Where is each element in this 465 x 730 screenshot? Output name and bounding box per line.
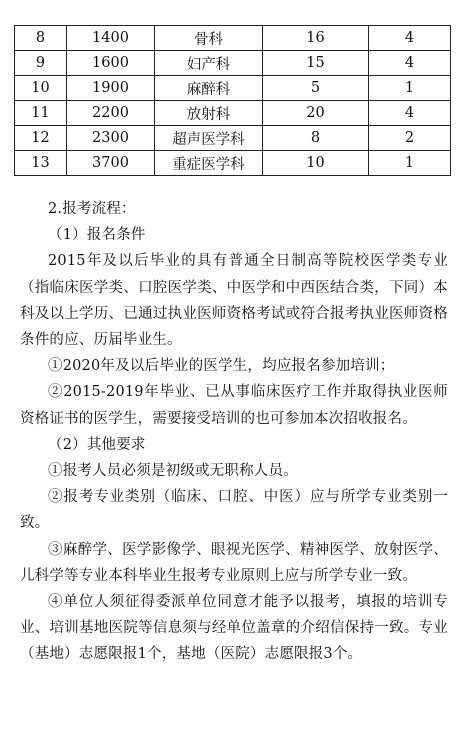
specialty-code-cell: 3700 <box>67 151 155 176</box>
quota-cell: 15 <box>263 51 369 76</box>
quota-cell: 10 <box>263 151 369 176</box>
quota-cell: 20 <box>263 101 369 126</box>
eligibility-item: ①2020年及以后毕业的医学生，均应报名参加培训； <box>48 358 395 375</box>
specialty-name-cell: 麻醉科 <box>155 76 263 101</box>
application-process-section <box>20 196 448 668</box>
requirement-item: ②报考专业类别（临床、口腔、中医）应与所学专业类别一致。 <box>20 489 448 532</box>
requirement-item: ③麻醉学、医学影像学、眼视光医学、精神医学、放射医学、儿科学等专业本科毕业生报考专业原则上应与所学专业一致。 <box>20 541 448 584</box>
specialty-name-cell: 骨科 <box>155 26 263 51</box>
table-row <box>15 76 451 101</box>
base-count-cell: 4 <box>369 51 451 76</box>
base-count-cell: 1 <box>369 151 451 176</box>
section-heading: 2.报考流程： <box>48 201 136 217</box>
row-number-cell: 12 <box>15 126 67 151</box>
base-count-cell: 4 <box>369 101 451 126</box>
base-count-cell: 2 <box>369 126 451 151</box>
quota-cell: 5 <box>263 76 369 101</box>
eligibility-item: ②2015-2019年毕业、已从事临床医疗工作并取得执业医师资格证书的医学生，需要接受培训的也可参加本次招收报名。 <box>20 384 448 427</box>
specialty-name-cell: 重症医学科 <box>155 151 263 176</box>
table-row <box>15 101 451 126</box>
specialty-name-cell: 放射科 <box>155 101 263 126</box>
quota-table <box>14 25 451 176</box>
subsection-heading: （2）其他要求 <box>48 436 146 453</box>
specialty-code-cell: 1900 <box>67 76 155 101</box>
subsection-heading: （1）报名条件 <box>48 227 146 244</box>
table-row <box>15 26 451 51</box>
base-count-cell: 4 <box>369 26 451 51</box>
specialty-name-cell: 妇产科 <box>155 51 263 76</box>
quota-cell: 16 <box>263 26 369 51</box>
row-number-cell: 13 <box>15 151 67 176</box>
row-number-cell: 8 <box>15 26 67 51</box>
quota-cell: 8 <box>263 126 369 151</box>
requirement-item: ①报考人员必须是初级或无职称人员。 <box>48 463 298 480</box>
specialty-code-cell: 1600 <box>67 51 155 76</box>
table-row <box>15 151 451 176</box>
specialty-code-cell: 2200 <box>67 101 155 126</box>
row-number-cell: 10 <box>15 76 67 101</box>
specialty-name-cell: 超声医学科 <box>155 126 263 151</box>
requirement-item: ④单位人须征得委派单位同意才能予以报考，填报的培训专业、培训基地医院等信息须与经单位盖章的介绍信保持一致。专业（基地）志愿限报1个，基地（医院）志愿限报3个。 <box>20 594 448 663</box>
row-number-cell: 11 <box>15 101 67 126</box>
eligibility-paragraph: 2015年及以后毕业的具有普通全日制高等院校医学类专业（指临床医学类、口腔医学类、中医学和中西医结合类，下同）本科及以上学历、已通过执业医师资格考试或符合报考执业医师资格条件的应、历届毕业生。 <box>20 253 448 349</box>
table-row <box>15 51 451 76</box>
row-number-cell: 9 <box>15 51 67 76</box>
specialty-code-cell: 1400 <box>67 26 155 51</box>
specialty-code-cell: 2300 <box>67 126 155 151</box>
base-count-cell: 1 <box>369 76 451 101</box>
table-row <box>15 126 451 151</box>
